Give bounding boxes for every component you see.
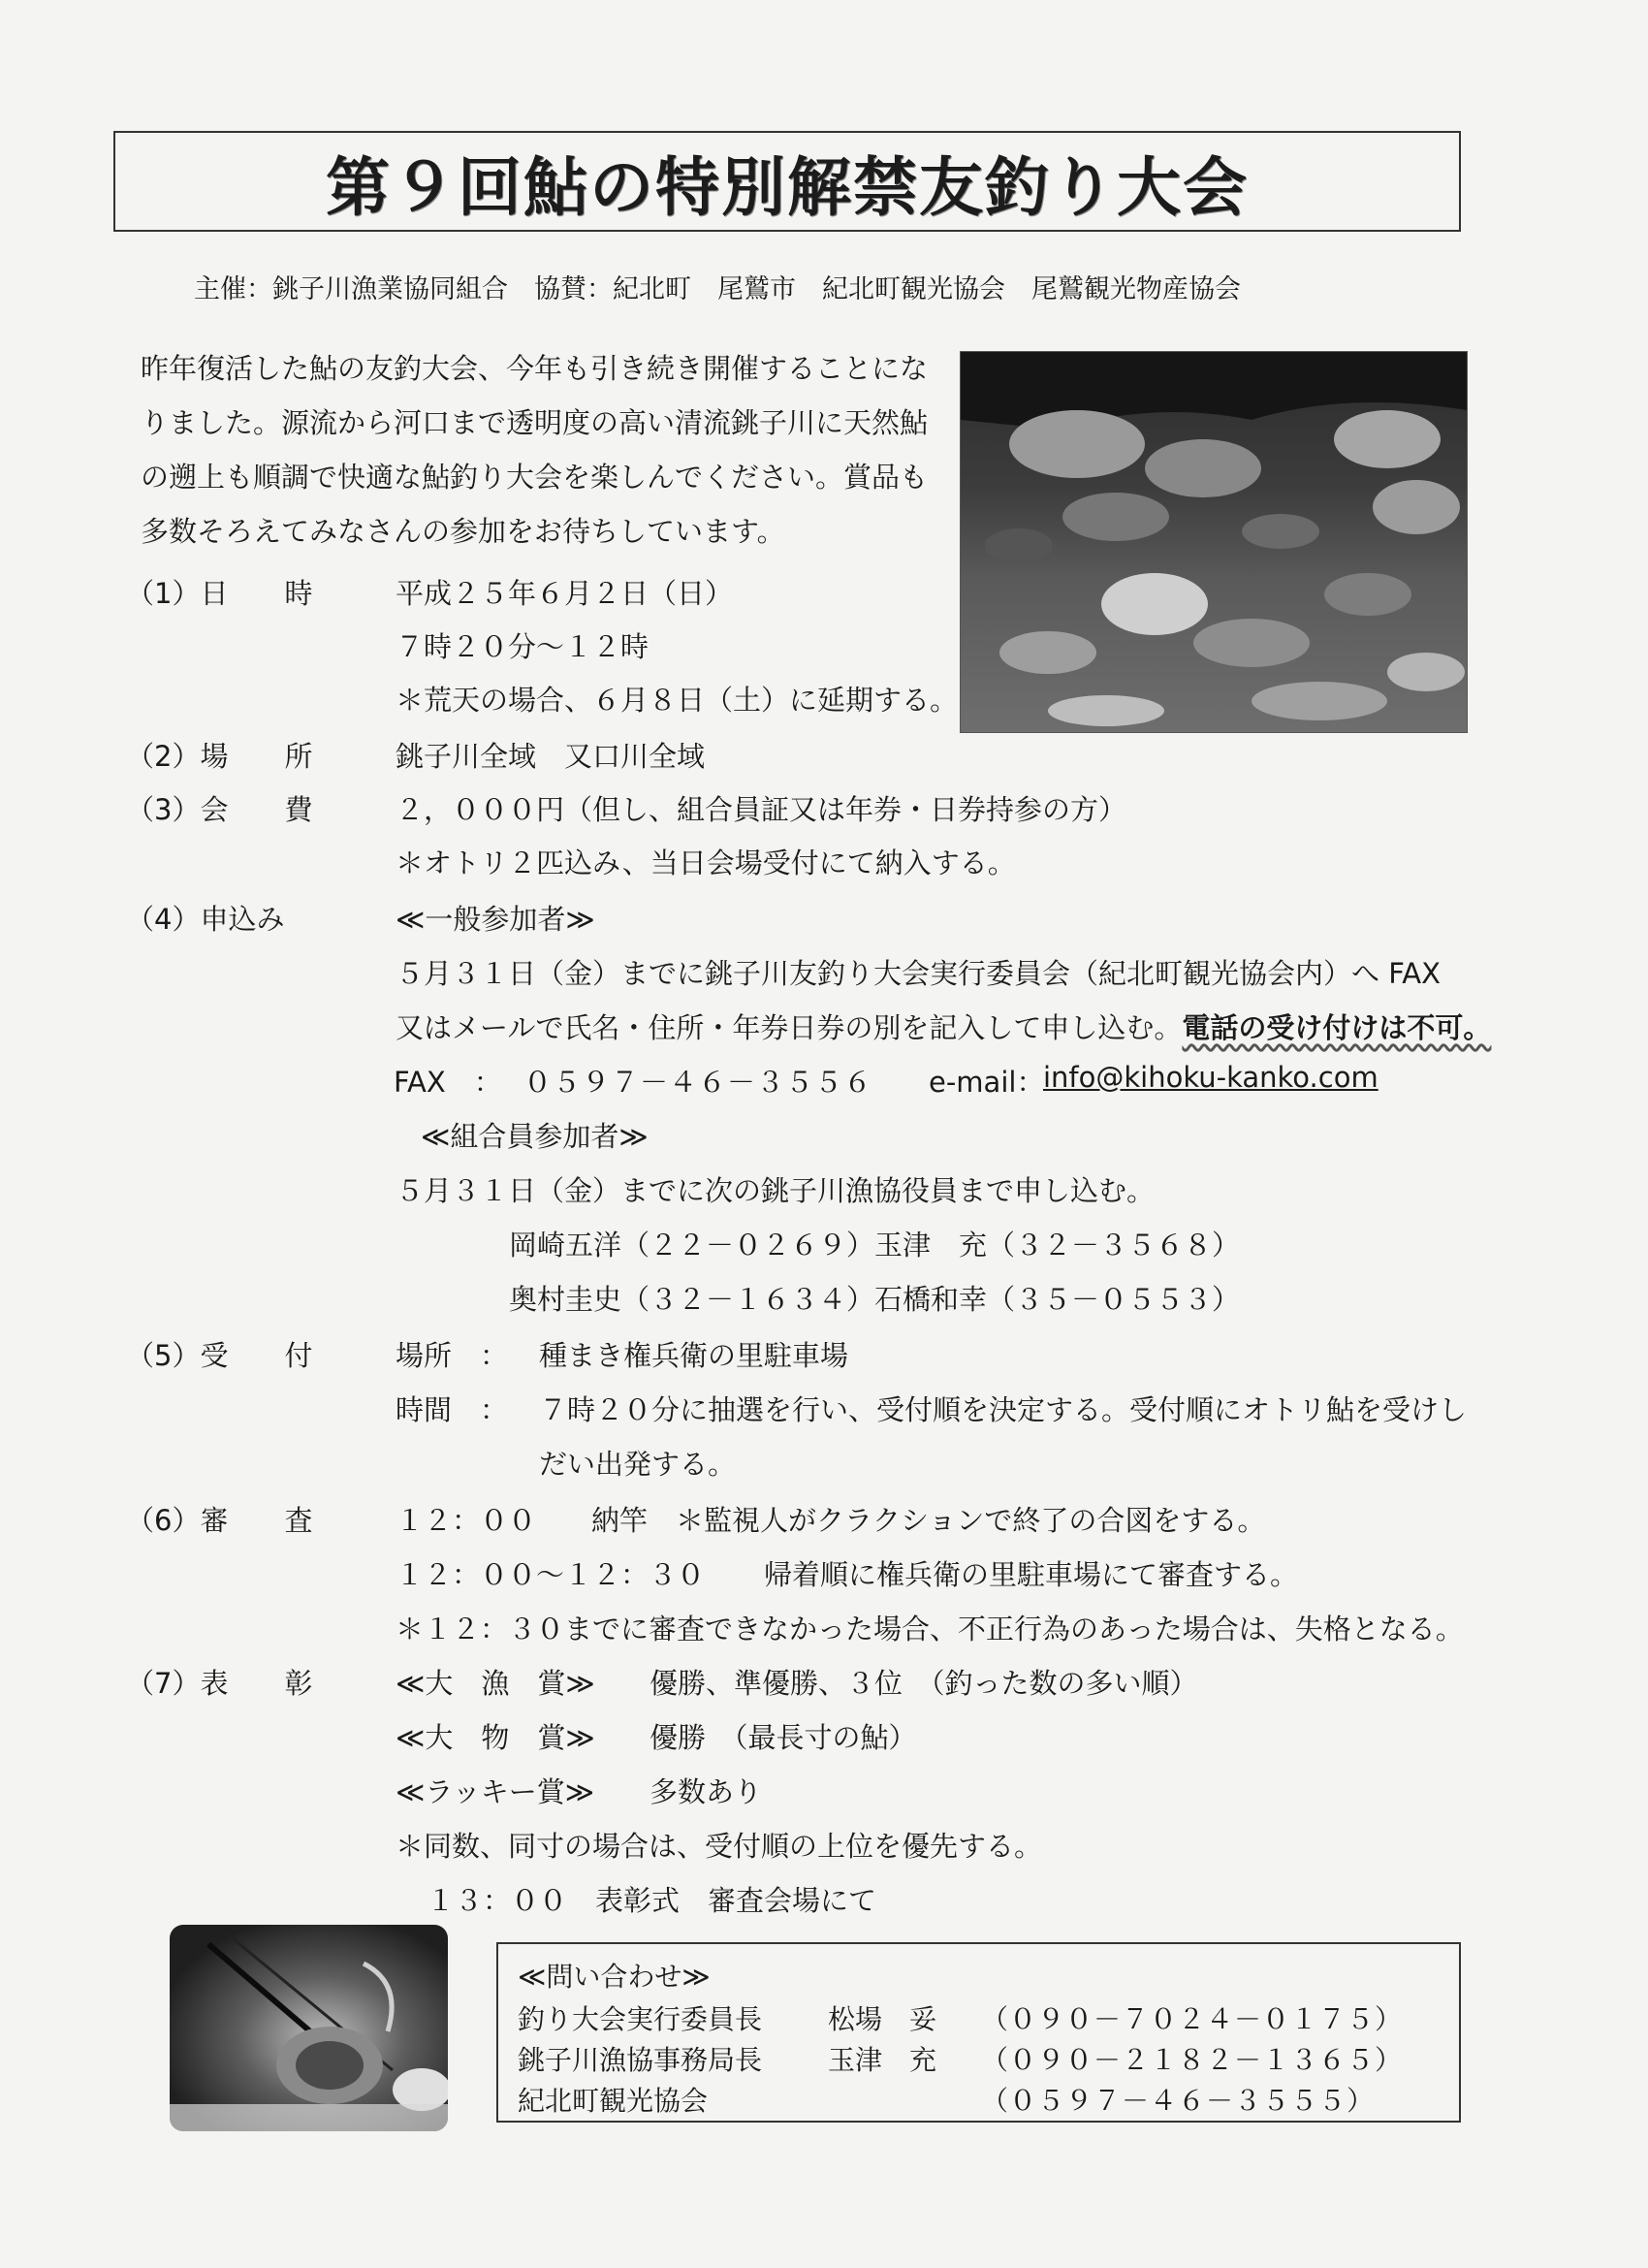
reception-time-label: 時間 ： [396,1393,509,1426]
officers-row-2: 奥村圭史（３２－１６３４）石橋和幸（３５－０５５３） [509,1283,1241,1316]
judging-text-2: 帰着順に権兵衛の里駐車場にて審査する。 [764,1558,1299,1591]
fee-label: （3）会 費 [126,793,313,826]
contact-name-2: 玉津 充 [828,2044,937,2076]
contact-phone-2: （０９０－２１８２－１３６５） [981,2044,1404,2076]
intro-line-4: 多数そろえてみなさんの参加をお待ちしています。 [141,515,785,548]
river-photo [960,351,1468,733]
award-name-2: ≪大 物 賞≫ [396,1721,595,1754]
judging-label: （6）審 査 [126,1504,313,1537]
contact-role-3: 紀北町観光協会 [518,2085,709,2117]
datetime-date: 平成２５年６月２日（日） [396,577,734,610]
intro-line-1: 昨年復活した鮎の友釣大会、今年も引き続き開催することにな [141,352,929,385]
apply-label: （4）申込み [126,903,285,936]
contact-phone-3: （０５９７－４６－３５５５） [981,2085,1376,2117]
member-line: ５月３１日（金）までに次の銚子川漁協役員まで申し込む。 [396,1174,1156,1207]
award-name-1: ≪大 漁 賞≫ [396,1667,595,1700]
awards-ceremony: １３：００ 表彰式 審査会場にて [427,1884,877,1917]
datetime-time: ７時２０分～１２時 [396,630,650,663]
intro-line-3: の遡上も順調で快適な鮎釣り大会を楽しんでください。賞品も [141,461,929,494]
award-desc-2: 優勝 （最長寸の鮎） [650,1721,917,1754]
general-line-2-text: 又はメールで氏名・住所・年券日券の別を記入して申し込む。 [396,1011,1183,1044]
general-line-2 [396,1006,1491,1046]
contact-heading: ≪問い合わせ≫ [518,1961,711,1993]
contact-role-1: 釣り大会実行委員長 [518,2003,763,2035]
place-value: 銚子川全域 又口川全域 [396,740,706,773]
email-link[interactable]: info@kihoku-kanko.com [1043,1061,1379,1094]
contact-phone-1: （０９０－７０２４－０１７５） [981,2003,1404,2035]
award-desc-3: 多数あり [650,1775,763,1808]
award-desc-1: 優勝、準優勝、３位 （釣った数の多い順） [650,1667,1198,1700]
fee-note: ＊オトリ２匹込み、当日会場受付にて納入する。 [396,847,1016,879]
fee-value: ２，０００円（但し、組合員証又は年券・日券持参の方） [396,793,1127,826]
general-heading: ≪一般参加者≫ [396,903,595,936]
fax-number: ０５９７－４６－３５５６ [523,1066,873,1099]
sponsors-line: 主催：銚子川漁業協同組合 協賛：紀北町 尾鷲市 紀北町観光協会 尾鷲観光物産協会 [194,274,1241,304]
fish-photo-graphic [170,1925,448,2131]
fax-label: FAX ： [394,1066,502,1099]
judging-text-1: 納竿 ＊監視人がクラクションで終了の合図をする。 [591,1504,1266,1537]
river-photo-graphic [961,352,1467,732]
reception-place-value: 種まき権兵衛の里駐車場 [539,1339,849,1372]
datetime-note: ＊荒天の場合、６月８日（土）に延期する。 [396,684,959,717]
reception-time-line-1: ７時２０分に抽選を行い、受付順を決定する。受付順にオトリ鮎を受けし [539,1393,1468,1426]
email-label: e-mail： [929,1066,1045,1099]
contact-name-1: 松場 妥 [828,2003,937,2035]
intro-line-2: りました。源流から河口まで透明度の高い清流銚子川に天然鮎 [141,406,929,439]
fish-photo [170,1925,448,2131]
judging-time-2: １２：００～１２：３０ [396,1558,706,1591]
general-line-1: ５月３１日（金）までに銚子川友釣り大会実行委員会（紀北町観光協会内）へ FAX [396,957,1441,990]
no-phone-notice: 電話の受け付けは不可。 [1182,1011,1492,1044]
judging-note: ＊１２：３０までに審査できなかった場合、不正行為のあった場合は、失格となる。 [396,1613,1464,1645]
judging-time-1: １２：００ [396,1504,537,1537]
member-heading: ≪組合員参加者≫ [421,1120,649,1153]
contact-role-2: 銚子川漁協事務局長 [518,2044,763,2076]
reception-time-line-2: だい出発する。 [539,1448,737,1481]
datetime-label: （1）日 時 [126,577,313,610]
page-title: 第９回鮎の特別解禁友釣り大会 [326,149,1249,225]
awards-label: （7）表 彰 [126,1667,313,1700]
awards-note: ＊同数、同寸の場合は、受付順の上位を優先する。 [396,1830,1043,1863]
place-label: （2）場 所 [126,740,313,773]
reception-label: （5）受 付 [126,1339,313,1372]
award-name-3: ≪ラッキー賞≫ [396,1775,595,1808]
title-box [113,131,1461,232]
contact-box [496,1942,1461,2123]
reception-place-label: 場所 ： [396,1339,509,1372]
officers-row-1: 岡崎五洋（２２－０２６９）玉津 充（３２－３５６８） [509,1229,1241,1262]
